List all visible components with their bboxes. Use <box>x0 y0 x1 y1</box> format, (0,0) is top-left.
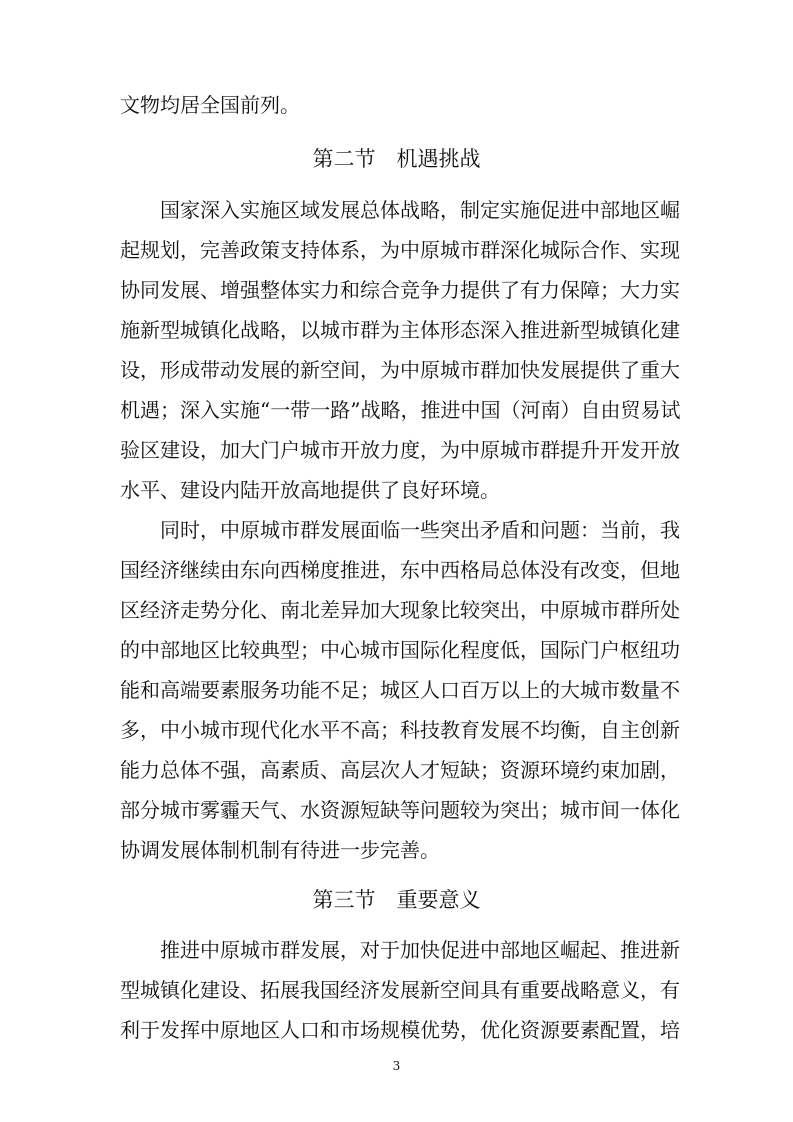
page-number: 3 <box>392 1059 401 1073</box>
continuation-line: 文物均居全国前列。 <box>120 93 300 117</box>
paragraph-line: 协调发展体制机制有待进一步完善。 <box>120 838 440 862</box>
paragraph-line: 区经济走势分化、南北差异加大现象比较突出，中原城市群所处 <box>120 598 680 622</box>
paragraph-line: 的中部地区比较典型；中心城市国际化程度低，国际门户枢纽功 <box>120 638 680 662</box>
paragraph-line: 施新型城镇化战略，以城市群为主体形态深入推进新型城镇化建 <box>120 318 680 342</box>
paragraph-line: 能和高端要素服务功能不足；城区人口百万以上的大城市数量不 <box>120 678 680 702</box>
paragraph-line: 起规划，完善政策支持体系，为中原城市群深化城际合作、实现 <box>120 238 680 262</box>
paragraph-line: 国家深入实施区域发展总体战略，制定实施促进中部地区崛 <box>160 198 680 222</box>
paragraph-line: 型城镇化建设、拓展我国经济发展新空间具有重要战略意义，有 <box>120 978 680 1002</box>
paragraph-line: 利于发挥中原地区人口和市场规模优势，优化资源要素配置，培 <box>120 1018 680 1042</box>
paragraph-line: 部分城市雾霾天气、水资源短缺等问题较为突出；城市间一体化 <box>120 798 680 822</box>
paragraph-line: 水平、建设内陆开放高地提供了良好环境。 <box>120 478 500 502</box>
paragraph-line: 设，形成带动发展的新空间，为中原城市群加快发展提供了重大 <box>120 358 680 382</box>
paragraph-line: 协同发展、增强整体实力和综合竞争力提供了有力保障；大力实 <box>120 278 680 302</box>
paragraph-line: 多，中小城市现代化水平不高；科技教育发展不均衡，自主创新 <box>120 718 680 742</box>
paragraph-line: 国经济继续由东向西梯度推进，东中西格局总体没有改变，但地 <box>120 558 680 582</box>
paragraph-line: 机遇；深入实施“一带一路”战略，推进中国（河南）自由贸易试 <box>120 398 681 422</box>
paragraph-line: 推进中原城市群发展，对于加快促进中部地区崛起、推进新 <box>160 938 680 962</box>
paragraph-line: 验区建设，加大门户城市开放力度，为中原城市群提升开发开放 <box>120 438 680 462</box>
paragraph-line: 同时，中原城市群发展面临一些突出矛盾和问题：当前，我 <box>160 518 680 542</box>
section-heading-opportunities-challenges: 第二节 机遇挑战 <box>312 147 481 171</box>
paragraph-line: 能力总体不强，高素质、高层次人才短缺；资源环境约束加剧， <box>120 758 680 782</box>
section-heading-significance: 第三节 重要意义 <box>312 888 481 912</box>
